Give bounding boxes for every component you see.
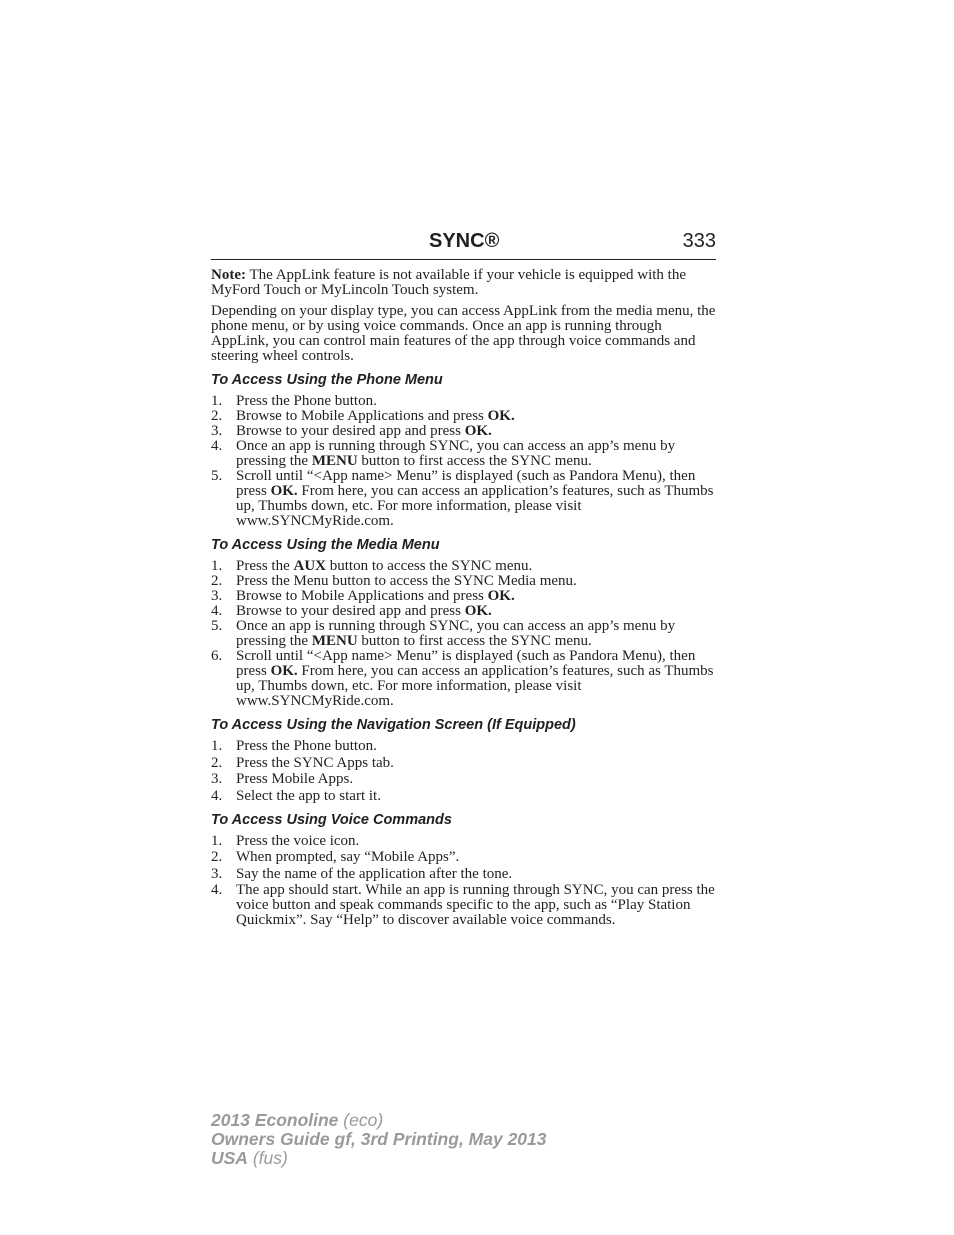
footer-line-market: USA (fus) xyxy=(211,1148,288,1168)
list-item: 4. Select the app to start it. xyxy=(211,787,381,804)
list-item: 4. Once an app is running through SYNC, you can access an app’s menu by pressing the MENU button to first access the SYNC menu. xyxy=(211,438,676,469)
list-item: 5. Scroll until “<App name> Menu” is displayed (such as Pandora Menu), then press OK. From here, you can access an application’s features, such as Thumbs up, Thumbs down, etc. For more information, please visit www.SYNCMyRide.com. xyxy=(211,468,714,529)
list-item: 2. Press the Menu button to access the SYNC Media menu. xyxy=(211,573,577,589)
list-item: 3. Browse to Mobile Applications and press OK. xyxy=(211,588,515,604)
page-header xyxy=(211,226,716,260)
list-item: 3. Press Mobile Apps. xyxy=(211,771,354,787)
list-item: 6. Scroll until “<App name> Menu” is displayed (such as Pandora Menu), then press OK. From here, you can access an application’s features, such as Thumbs up, Thumbs down, etc. For more information, please visit www.SYNCMyRide.com. xyxy=(211,648,714,709)
page-content xyxy=(211,268,717,930)
list-item: 2. Browse to Mobile Applications and press OK. xyxy=(211,408,515,424)
list-item: 1. Press the voice icon. xyxy=(211,832,360,849)
list-item: 5. Once an app is running through SYNC, you can access an app’s menu by pressing the MENU button to first access the SYNC menu. xyxy=(211,618,676,649)
note-text: The AppLink feature is not available if your vehicle is equipped with the MyFord Touch or MyLincoln Touch system. xyxy=(211,267,687,298)
list-item: 4. The app should start. While an app is running through SYNC, you can press the voice button and speak commands specific to the app, such as “Play Station Quickmix”. Say “Help” to discover available voice commands. xyxy=(211,882,715,928)
list-item: 3. Browse to your desired app and press OK. xyxy=(211,423,492,439)
page-number: 333 xyxy=(682,230,716,252)
list-item: 3. Say the name of the application after the tone. xyxy=(211,865,513,882)
list-item: 1. Press the Phone button. xyxy=(211,738,377,754)
list-item: 1. Press the Phone button. xyxy=(211,393,377,409)
note-paragraph xyxy=(211,268,717,298)
media-menu-steps xyxy=(211,559,717,709)
list-item: 1. Press the AUX button to access the SYNC menu. xyxy=(211,558,533,574)
footer-line-guide: Owners Guide gf, 3rd Printing, May 2013 xyxy=(211,1129,547,1149)
intro-paragraph: Depending on your display type, you can access AppLink from the media menu, the phone menu, or by using voice commands. Once an app is running through AppLink, you can control main features of the app through voice commands and steering wheel controls. xyxy=(211,303,716,364)
note-label: Note: xyxy=(211,267,246,283)
navigation-screen-steps xyxy=(211,739,717,804)
phone-menu-steps xyxy=(211,394,717,529)
page-footer xyxy=(211,1111,547,1168)
section-title: SYNC® xyxy=(429,230,500,252)
heading-phone-menu: To Access Using the Phone Menu xyxy=(211,372,443,388)
list-item: 2. When prompted, say “Mobile Apps”. xyxy=(211,849,460,865)
footer-line-model: 2013 Econoline (eco) xyxy=(211,1110,384,1130)
heading-navigation-screen: To Access Using the Navigation Screen (If Equipped) xyxy=(211,717,576,733)
list-item: 4. Browse to your desired app and press OK. xyxy=(211,603,492,619)
voice-commands-steps xyxy=(211,834,717,929)
heading-voice-commands: To Access Using Voice Commands xyxy=(211,811,452,828)
heading-media-menu: To Access Using the Media Menu xyxy=(211,537,440,553)
list-item: 2. Press the SYNC Apps tab. xyxy=(211,754,394,771)
